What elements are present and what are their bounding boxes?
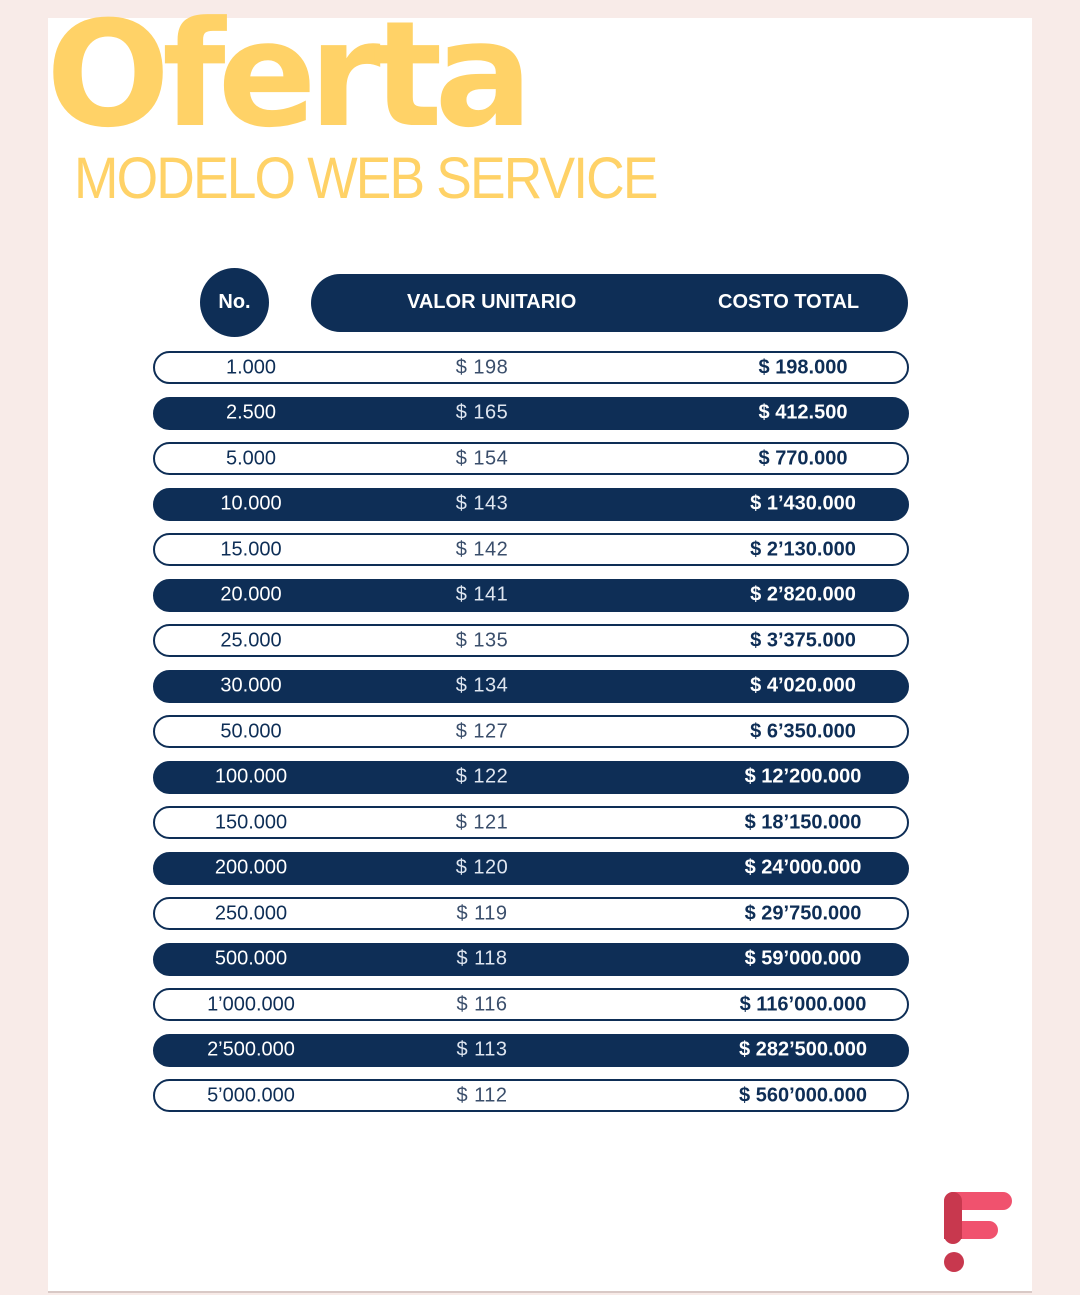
cell-quantity: 2’500.000 — [207, 1038, 295, 1061]
cell-unit-value: $ 141 — [455, 583, 509, 606]
cell-unit-value: $ 154 — [455, 447, 509, 469]
cell-unit-value: $ 165 — [455, 401, 509, 424]
cell-quantity: 200.000 — [214, 856, 288, 879]
cell-unit-value: $ 142 — [455, 538, 509, 560]
cell-quantity: 50.000 — [220, 720, 282, 742]
cell-quantity: 250.000 — [214, 902, 288, 924]
page-subtitle: MODELO WEB SERVICE — [74, 146, 657, 211]
cell-unit-value: $ 134 — [455, 674, 509, 697]
column-header-unit-value: VALOR UNITARIO — [407, 291, 577, 313]
table-row — [153, 761, 909, 794]
table-row — [153, 715, 909, 748]
table-row — [153, 1079, 909, 1112]
table-row — [153, 488, 909, 521]
cell-quantity: 1.000 — [225, 356, 277, 378]
cell-unit-value: $ 122 — [455, 765, 509, 788]
page-title: Oferta — [46, 0, 525, 160]
brand-f-logo-icon — [940, 1188, 1016, 1274]
column-header-bar — [311, 274, 908, 332]
table-row — [153, 806, 909, 839]
cell-quantity: 10.000 — [220, 492, 282, 515]
table-row — [153, 897, 909, 930]
cell-unit-value: $ 113 — [456, 1038, 508, 1061]
cell-quantity: 500.000 — [214, 947, 288, 970]
cell-total-cost: $ 282’500.000 — [739, 1038, 867, 1061]
table-row — [153, 988, 909, 1021]
cell-total-cost: $ 198.000 — [758, 356, 848, 378]
cell-quantity: 2.500 — [225, 401, 277, 424]
cell-unit-value: $ 116 — [456, 993, 508, 1015]
cell-quantity: 5.000 — [225, 447, 277, 469]
cell-quantity: 5’000.000 — [207, 1084, 295, 1106]
cell-unit-value: $ 135 — [455, 629, 509, 651]
price-table — [153, 351, 909, 1125]
page-divider — [48, 1291, 1032, 1293]
cell-unit-value: $ 143 — [455, 492, 509, 515]
column-header-total-cost: COSTO TOTAL — [718, 291, 860, 313]
cell-quantity: 100.000 — [214, 765, 288, 788]
cell-unit-value: $ 112 — [456, 1084, 508, 1106]
cell-total-cost: $ 770.000 — [758, 447, 848, 469]
table-row — [153, 624, 909, 657]
cell-quantity: 1’000.000 — [207, 993, 295, 1015]
cell-total-cost: $ 6’350.000 — [750, 720, 856, 742]
cell-unit-value: $ 127 — [455, 720, 509, 742]
cell-total-cost: $ 24’000.000 — [744, 856, 862, 879]
cell-total-cost: $ 412.500 — [758, 401, 848, 424]
table-row — [153, 442, 909, 475]
cell-total-cost: $ 1’430.000 — [750, 492, 856, 515]
cell-total-cost: $ 18’150.000 — [744, 811, 862, 833]
table-row — [153, 397, 909, 430]
cell-total-cost: $ 12’200.000 — [744, 765, 862, 788]
cell-quantity: 150.000 — [214, 811, 288, 833]
table-row — [153, 533, 909, 566]
cell-total-cost: $ 29’750.000 — [744, 902, 862, 924]
cell-total-cost: $ 3’375.000 — [750, 629, 856, 651]
table-row — [153, 351, 909, 384]
cell-quantity: 30.000 — [220, 674, 282, 697]
cell-total-cost: $ 4’020.000 — [750, 674, 856, 697]
cell-total-cost: $ 59’000.000 — [744, 947, 862, 970]
cell-total-cost: $ 116’000.000 — [739, 993, 867, 1015]
column-header-no — [200, 268, 269, 337]
cell-quantity: 25.000 — [220, 629, 282, 651]
cell-unit-value: $ 121 — [455, 811, 509, 833]
table-row — [153, 852, 909, 885]
cell-unit-value: $ 198 — [455, 356, 509, 378]
table-row — [153, 579, 909, 612]
table-row — [153, 670, 909, 703]
column-header-no-label: No. — [218, 291, 251, 313]
table-row — [153, 943, 909, 976]
cell-total-cost: $ 560’000.000 — [739, 1084, 867, 1106]
cell-total-cost: $ 2’820.000 — [750, 583, 856, 606]
cell-quantity: 20.000 — [220, 583, 282, 606]
cell-unit-value: $ 118 — [456, 947, 508, 970]
table-row — [153, 1034, 909, 1067]
cell-unit-value: $ 120 — [455, 856, 509, 879]
cell-quantity: 15.000 — [220, 538, 282, 560]
cell-total-cost: $ 2’130.000 — [750, 538, 856, 560]
cell-unit-value: $ 119 — [456, 902, 508, 924]
